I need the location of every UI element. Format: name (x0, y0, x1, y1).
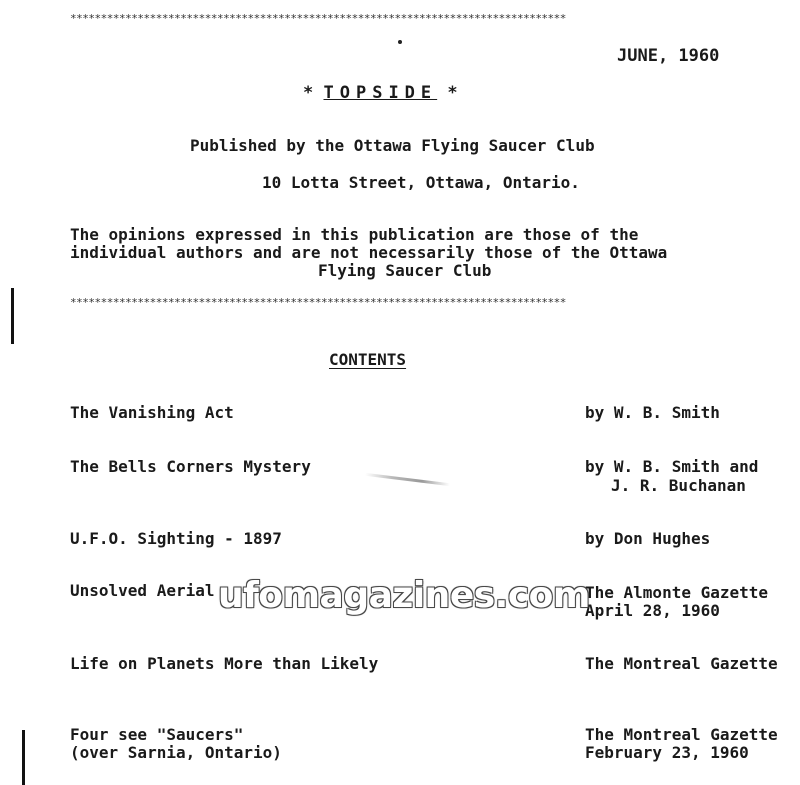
publication-title: TOPSIDE (323, 83, 438, 103)
contents-item-title: The Vanishing Act (70, 403, 234, 422)
contents-item-title: Unsolved Aerial (70, 581, 215, 600)
contents-item-source: by Don Hughes (585, 529, 711, 548)
watermark: ufomagazines.com (218, 575, 590, 616)
margin-mark (22, 730, 25, 785)
address-line: 10 Lotta Street, Ottawa, Ontario. (262, 173, 580, 192)
contents-item-source-2: February 23, 1960 (585, 743, 749, 762)
contents-item-title: Life on Planets More than Likely (70, 654, 379, 673)
ink-smudge (365, 473, 450, 486)
top-divider: ********************************************************************************* (70, 12, 566, 25)
contents-heading: CONTENTS (329, 350, 407, 369)
disclaimer-line-1: The opinions expressed in this publication are those of the (70, 225, 639, 244)
contents-item-source: by W. B. Smith and (585, 457, 759, 476)
mid-divider: ********************************************************************************* (70, 296, 566, 309)
contents-item-source: The Montreal Gazette (585, 725, 778, 744)
disclaimer-line-3: Flying Saucer Club (318, 261, 492, 280)
title-star-right: * (447, 83, 458, 103)
contents-item-source: by W. B. Smith (585, 403, 720, 422)
contents-item-title-2: (over Sarnia, Ontario) (70, 743, 282, 762)
contents-item-title: Four see "Saucers" (70, 725, 244, 744)
contents-item-source: The Montreal Gazette (585, 654, 778, 673)
title-star-left: * (303, 83, 314, 103)
publisher-line: Published by the Ottawa Flying Saucer Club (190, 136, 595, 155)
issue-date: JUNE, 1960 (617, 46, 720, 66)
contents-item-title: U.F.O. Sighting - 1897 (70, 529, 282, 548)
contents-item-source: The Almonte Gazette (585, 583, 769, 602)
margin-mark (11, 288, 14, 344)
contents-item-source-2: April 28, 1960 (585, 601, 720, 620)
contents-item-source-2: J. R. Buchanan (611, 476, 746, 495)
disclaimer-line-2: individual authors and are not necessarily those of the Ottawa (70, 243, 668, 262)
masthead (303, 84, 458, 102)
contents-item-title: The Bells Corners Mystery (70, 457, 311, 476)
ink-dot (398, 40, 402, 44)
